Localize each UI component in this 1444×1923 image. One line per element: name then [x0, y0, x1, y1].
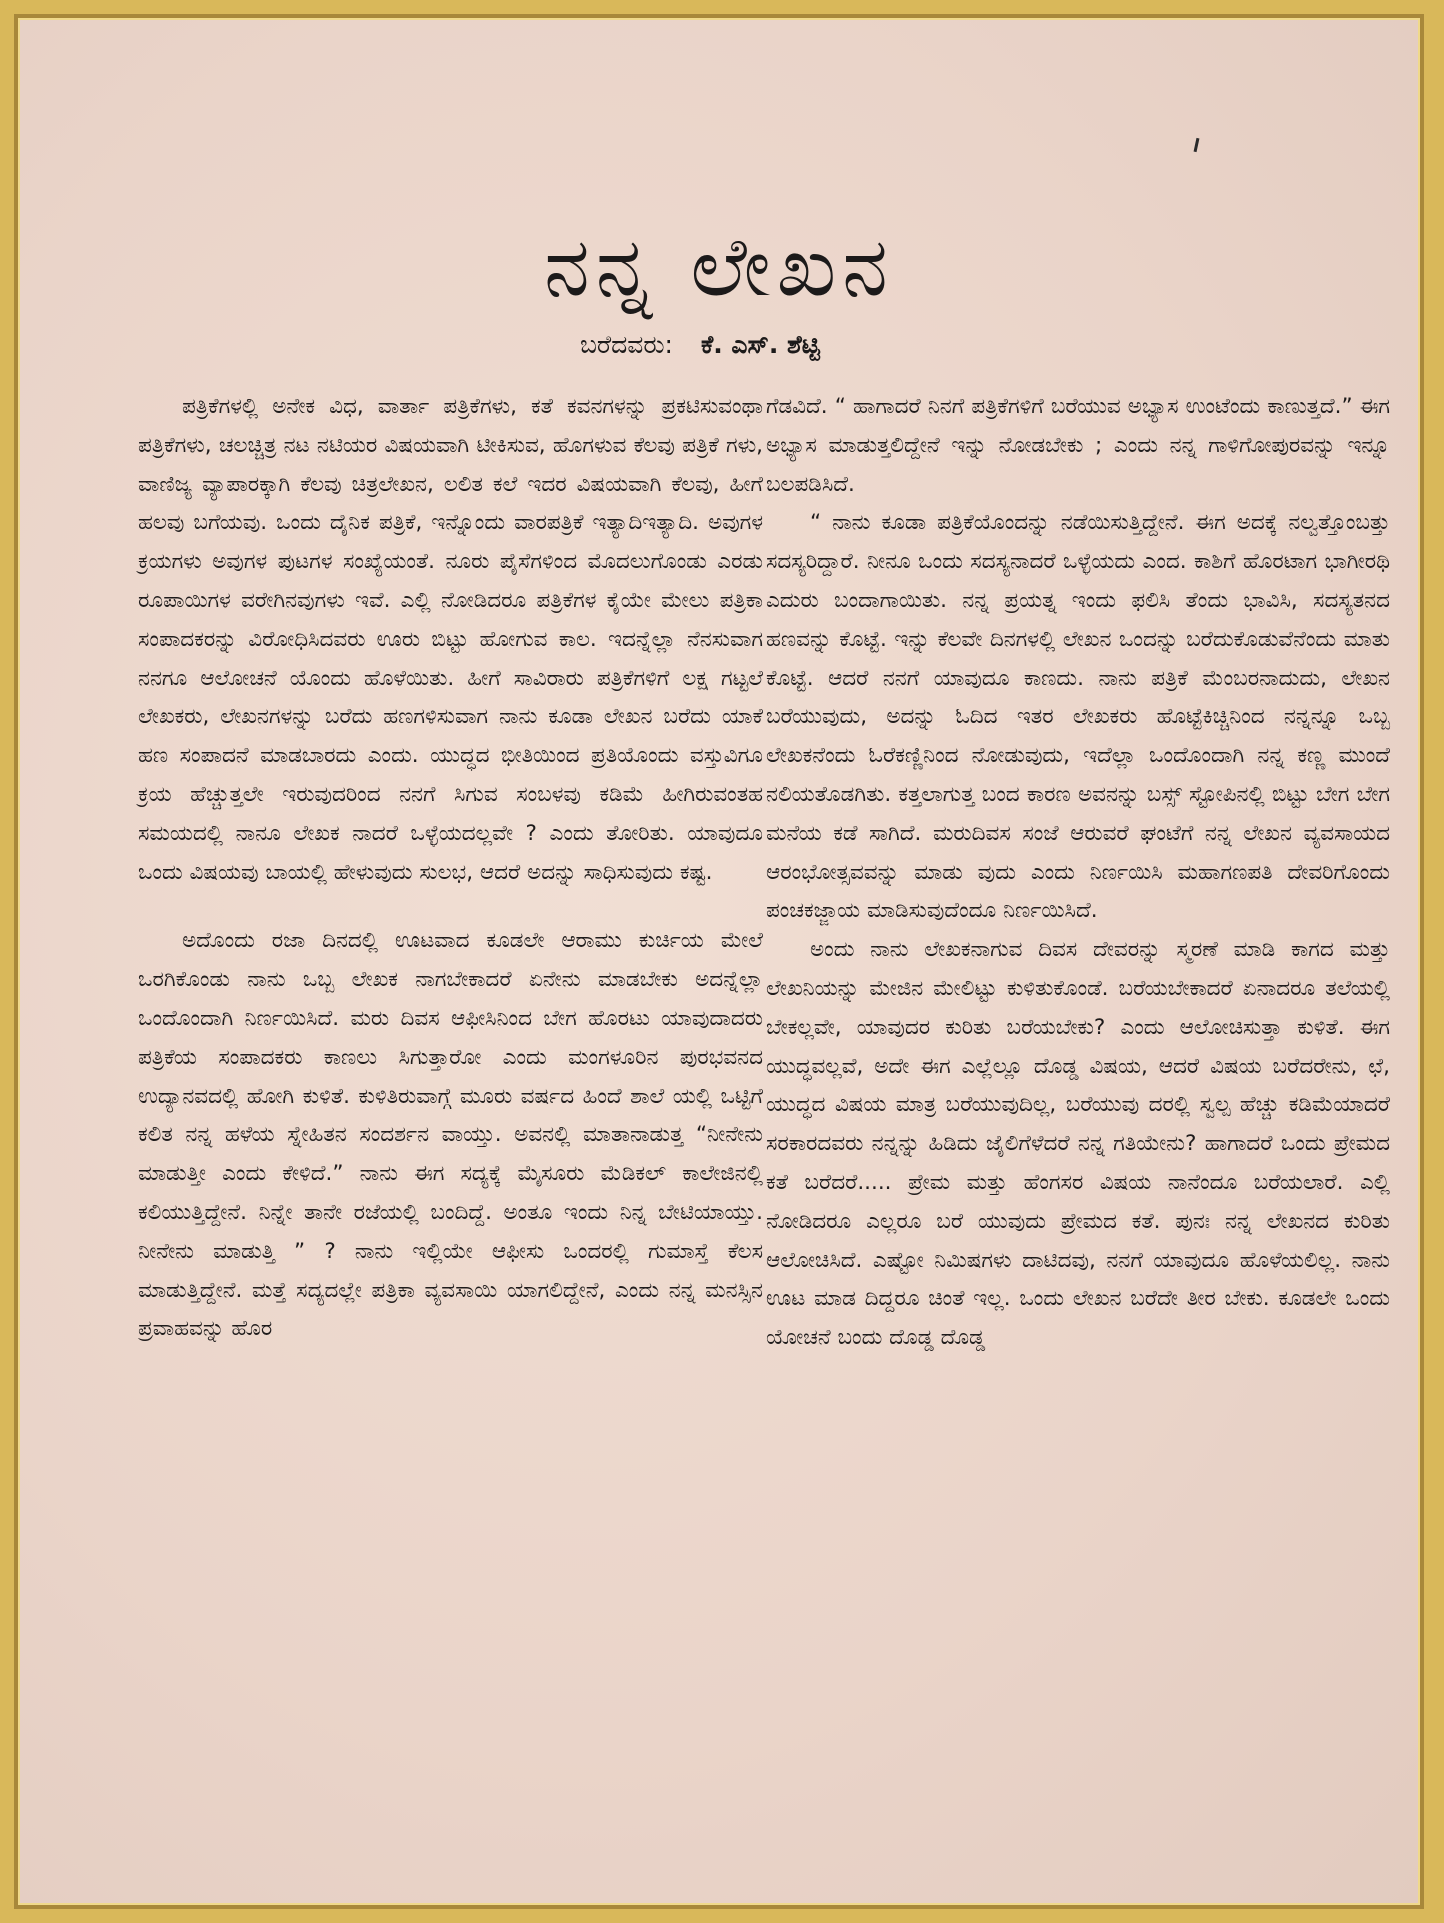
paragraph: “ ನಾನು ಕೂಡಾ ಪತ್ರಿಕೆಯೊಂದನ್ನು ನಡೆಯಿಸುತ್ತಿದ್ದೇನೆ. ಈಗ ಅದಕ್ಕೆ ನಲ್ವತ್ತೊಂಬತ್ತು ಸದಸ್ಯರಿದ್ದಾರೆ. ನೀನೂ ಒಂದು ಸದಸ್ಯನಾದರೆ ಒಳ್ಳೆಯದು ಎಂದ. ಕಾಶಿಗೆ ಹೊರಟಾಗ ಭಾಗೀರಥಿ ಎದುರು ಬಂದಾಗಾಯಿತು. ನನ್ನ ಪ್ರಯತ್ನ ಇಂದು ಫಲಿಸಿ ತೆಂದು ಭಾವಿಸಿ, ಸದಸ್ಯತನದ ಹಣವನ್ನು ಕೊಟ್ಟೆ. ಇನ್ನು ಕೆಲವೇ ದಿನಗಳಲ್ಲಿ ಲೇಖನ ಒಂದನ್ನು ಬರೆದುಕೊಡುವೆನೆಂದು ಮಾತು ಕೊಟ್ಟೆ. ಆದರೆ ನನಗೆ ಯಾವುದೂ ಕಾಣದು. ನಾನು ಪತ್ರಿಕೆ ಮೆಂಬರನಾದುದು, ಲೇಖನ ಬರೆಯುವುದು, ಅದನ್ನು ಓದಿದ ಇತರ ಲೇಖಕರು ಹೊಟ್ಟೆಕಿಚ್ಚಿನಿಂದ ನನ್ನನ್ನೂ ಒಬ್ಬ ಲೇಖಕನೆಂದು ಓರೆಕಣ್ಣಿನಿಂದ ನೋಡುವುದು, ಇದೆಲ್ಲಾ ಒಂದೊಂದಾಗಿ ನನ್ನ ಕಣ್ಣ ಮುಂದೆ ನಲಿಯತೊಡಗಿತು. ಕತ್ತಲಾಗುತ್ತ ಬಂದ ಕಾರಣ ಅವನನ್ನು ಬಸ್ಸ್ ಸ್ಟೋಪಿನಲ್ಲಿ ಬಿಟ್ಟು ಬೇಗ ಬೇಗ ಮನೆಯ ಕಡೆ ಸಾಗಿದೆ. ಮರುದಿವಸ ಸಂಜೆ ಆರುವರೆ ಘಂಟೆಗೆ ನನ್ನ ಲೇಖನ ವ್ಯವಸಾಯದ ಆರಂಭೋತ್ಸವವನ್ನು ಮಾಡು ವುದು ಎಂದು ನಿರ್ಣಯಿಸಿ ಮಹಾಗಣಪತಿ ದೇವರಿಗೊಂದು ಪಂಚಕಜ್ಜಾಯ ಮಾಡಿಸುವುದೆಂದೂ ನಿರ್ಣಯಿಸಿದೆ. [766, 510, 1390, 924]
paragraph: ಅದೊಂದು ರಜಾ ದಿನದಲ್ಲಿ ಊಟವಾದ ಕೂಡಲೇ ಆರಾಮು ಕುರ್ಚಿಯ ಮೇಲೆ ಒರಗಿಕೊಂಡು ನಾನು ಒಬ್ಬ ಲೇಖಕ ನಾಗಬೇಕಾದರೆ ಏನೇನು ಮಾಡಬೇಕು ಅದನ್ನೆಲ್ಲಾ ಒಂದೊಂದಾಗಿ ನಿರ್ಣಯಿಸಿದೆ. ಮರು ದಿವಸ ಆಫೀಸಿನಿಂದ ಬೇಗ ಹೊರಟು ಯಾವುದಾದರು ಪತ್ರಿಕೆಯ ಸಂಪಾದಕರು ಕಾಣಲು ಸಿಗುತ್ತಾರೋ ಎಂದು ಮಂಗಳೂರಿನ ಪುರಭವನದ ಉದ್ಯಾನವದಲ್ಲಿ ಹೋಗಿ ಕುಳಿತೆ. ಕುಳಿತಿರುವಾಗ್ಗೆ ಮೂರು ವರ್ಷದ ಹಿಂದೆ ಶಾಲೆ ಯಲ್ಲಿ ಒಟ್ಟಿಗೆ ಕಲಿತ ನನ್ನ ಹಳೆಯ ಸ್ನೇಹಿತನ ಸಂದರ್ಶನ ವಾಯ್ತು. ಅವನಲ್ಲಿ ಮಾತಾನಾಡುತ್ತ “ನೀನೇನು ಮಾಡುತ್ತೀ ಎಂದು ಕೇಳಿದೆ.” ನಾನು ಈಗ ಸದ್ಯಕ್ಕೆ ಮೈಸೂರು ಮೆಡಿಕಲ್ ಕಾಲೇಜಿನಲ್ಲಿ ಕಲಿಯುತ್ತಿದ್ದೇನೆ. ನಿನ್ನೇ ತಾನೇ ರಜೆಯಲ್ಲಿ ಬಂದಿದ್ದೆ. ಅಂತೂ ಇಂದು ನಿನ್ನ ಬೇಟಿಯಾಯ್ತು. ನೀನೇನು ಮಾಡುತ್ತಿ ” ? ನಾನು ಇಲ್ಲಿಯೇ ಆಫೀಸು ಒಂದರಲ್ಲಿ ಗುಮಾಸ್ತೆ ಕೆಲಸ ಮಾಡುತ್ತಿದ್ದೇನೆ. ಮತ್ತೆ ಸದ್ಯದಲ್ಲೇ ಪತ್ರಿಕಾ ವ್ಯವಸಾಯಿ ಯಾಗಲಿದ್ದೇನೆ, ಎಂದು ನನ್ನ ಮನಸ್ಸಿನ ಪ್ರವಾಹವನ್ನು ಹೊರ [138, 928, 763, 1342]
magazine-page [20, 20, 1418, 1903]
ink-speck [1194, 138, 1200, 152]
paragraph: ಅಂದು ನಾನು ಲೇಖಕನಾಗುವ ದಿವಸ ದೇವರನ್ನು ಸ್ಮರಣೆ ಮಾಡಿ ಕಾಗದ ಮತ್ತು ಲೇಖನಿಯನ್ನು ಮೇಜಿನ ಮೇಲಿಟ್ಟು ಕುಳಿತುಕೊಂಡೆ. ಬರೆಯಬೇಕಾದರೆ ಏನಾದರೂ ತಲೆಯಲ್ಲಿ ಬೇಕಲ್ಲವೇ, ಯಾವುದರ ಕುರಿತು ಬರೆಯಬೇಕು? ಎಂದು ಆಲೋಚಿಸುತ್ತಾ ಕುಳಿತೆ. ಈಗ ಯುದ್ಧವಲ್ಲವೆ, ಅದೇ ಈಗ ಎಲ್ಲೆಲ್ಲೂ ದೊಡ್ಡ ವಿಷಯ, ಆದರೆ ವಿಷಯ ಬರೆದರೇನು, ಛೆ, ಯುದ್ಧದ ವಿಷಯ ಮಾತ್ರ ಬರೆಯುವುದಿಲ್ಲ, ಬರೆಯುವು ದರಲ್ಲಿ ಸ್ವಲ್ಪ ಹೆಚ್ಚು ಕಡಿಮೆಯಾದರೆ ಸರಕಾರದವರು ನನ್ನನ್ನು ಹಿಡಿದು ಜೈಲಿಗೆಳೆದರೆ ನನ್ನ ಗತಿಯೇನು? ಹಾಗಾದರೆ ಒಂದು ಪ್ರೇಮದ ಕತೆ ಬರೆದರೆ..... ಪ್ರೇಮ ಮತ್ತು ಹೆಂಗಸರ ವಿಷಯ ನಾನೆಂದೂ ಬರೆಯಲಾರೆ. ಎಲ್ಲಿ ನೋಡಿದರೂ ಎಲ್ಲರೂ ಬರೆ ಯುವುದು ಪ್ರೇಮದ ಕತೆ. ಪುನಃ ನನ್ನ ಲೇಖನದ ಕುರಿತು ಆಲೋಚಿಸಿದೆ. ಎಷ್ಟೋ ನಿಮಿಷಗಳು ದಾಟಿದವು, ನನಗೆ ಯಾವುದೂ ಹೊಳೆಯಲಿಲ್ಲ. ನಾನು ಊಟ ಮಾಡ ದಿದ್ದರೂ ಚಿಂತೆ ಇಲ್ಲ. ಒಂದು ಲೇಖನ ಬರೆದೇ ತೀರ ಬೇಕು. ಕೂಡಲೇ ಒಂದು ಯೋಚನೆ ಬಂದು ದೊಡ್ಡ ದೊಡ್ಡ [766, 937, 1390, 1351]
author-name: ಕೆ. ಎಸ್. ಶೆಟ್ಟಿ [700, 330, 820, 359]
paragraph: ಪತ್ರಿಕೆಗಳಲ್ಲಿ ಅನೇಕ ವಿಧ, ವಾರ್ತಾ ಪತ್ರಿಕೆಗಳು, ಕತೆ ಕವನಗಳನ್ನು ಪ್ರಕಟಿಸುವಂಥಾ ಪತ್ರಿಕೆಗಳು, ಚಲಚ್ಚಿತ್ರ ನಟ ನಟಿಯರ ವಿಷಯವಾಗಿ ಟೀಕಿಸುವ, ಹೊಗಳುವ ಕೆಲವು ಪತ್ರಿಕೆ ಗಳು, ವಾಣಿಜ್ಯ ವ್ಯಾಪಾರಕ್ಕಾಗಿ ಕೆಲವು ಚಿತ್ರಲೇಖನ, ಲಲಿತ ಕಲೆ ಇದರ ವಿಷಯವಾಗಿ ಕೆಲವು, ಹೀಗೆ ಹಲವು ಬಗೆಯವು. ಒಂದು ದೈನಿಕ ಪತ್ರಿಕೆ, ಇನ್ನೊಂದು ವಾರಪತ್ರಿಕೆ ಇತ್ಯಾದಿಇತ್ಯಾದಿ. ಅವುಗಳ ಕ್ರಯಗಳು ಅವುಗಳ ಪುಟಗಳ ಸಂಖ್ಯೆಯಂತೆ. ನೂರು ಪೈಸೆಗಳಿಂದ ಮೊದಲುಗೊಂಡು ಎರಡು ರೂಪಾಯಿಗಳ ವರೇಗಿನವುಗಳು ಇವೆ. ಎಲ್ಲಿ ನೋಡಿದರೂ ಪತ್ರಿಕೆಗಳ ಕೈಯೇ ಮೇಲು ಪತ್ರಿಕಾ ಸಂಪಾದಕರನ್ನು ವಿರೋಧಿಸಿದವರು ಊರು ಬಿಟ್ಟು ಹೋಗುವ ಕಾಲ. ಇದನ್ನೆಲ್ಲಾ ನೆನಸುವಾಗ ನನಗೂ ಆಲೋಚನೆ ಯೊಂದು ಹೊಳೆಯಿತು. ಹೀಗೆ ಸಾವಿರಾರು ಪತ್ರಿಕೆಗಳಿಗೆ ಲಕ್ಷ ಗಟ್ಟಲೆ ಲೇಖಕರು, ಲೇಖನಗಳನ್ನು ಬರೆದು ಹಣಗಳಿಸುವಾಗ ನಾನು ಕೂಡಾ ಲೇಖನ ಬರೆದು ಯಾಕೆ ಹಣ ಸಂಪಾದನೆ ಮಾಡಬಾರದು ಎಂದು. ಯುದ್ಧದ ಭೀತಿಯಿಂದ ಪ್ರತಿಯೊಂದು ವಸ್ತುವಿಗೂ ಕ್ರಯ ಹೆಚ್ಚುತ್ತಲೇ ಇರುವುದರಿಂದ ನನಗೆ ಸಿಗುವ ಸಂಬಳವು ಕಡಿಮೆ ಹೀಗಿರುವಂತಹ ಸಮಯದಲ್ಲಿ ನಾನೂ ಲೇಖಕ ನಾದರೆ ಒಳ್ಳೆಯದಲ್ಲವೇ ? ಎಂದು ತೋರಿತು. ಯಾವುದೂ ಒಂದು ವಿಷಯವು ಬಾಯಲ್ಲಿ ಹೇಳುವುದು ಸುಲಭ, ಆದರೆ ಅದನ್ನು ಸಾಧಿಸುವುದು ಕಷ್ಟ. [138, 394, 763, 885]
byline-label: ಬರೆದವರು: [580, 330, 673, 359]
paragraph: ಗೆಡವಿದೆ. “ ಹಾಗಾದರೆ ನಿನಗೆ ಪತ್ರಿಕೆಗಳಿಗೆ ಬರೆಯುವ ಅಭ್ಯಾಸ ಉಂಟೆಂದು ಕಾಣುತ್ತದೆ.” ಈಗ ಅಭ್ಯಾಸ ಮಾಡುತ್ತಲಿದ್ದೇನೆ ಇನ್ನು ನೋಡಬೇಕು ; ಎಂದು ನನ್ನ ಗಾಳಿಗೋಪುರವನ್ನು ಇನ್ನೂ ಬಲಪಡಿಸಿದೆ. [766, 394, 1390, 497]
right-column [766, 388, 1390, 1358]
article-title: ನನ್ನ ಲೇಖನ [544, 220, 894, 315]
byline [580, 330, 1000, 360]
left-column [138, 388, 763, 1349]
